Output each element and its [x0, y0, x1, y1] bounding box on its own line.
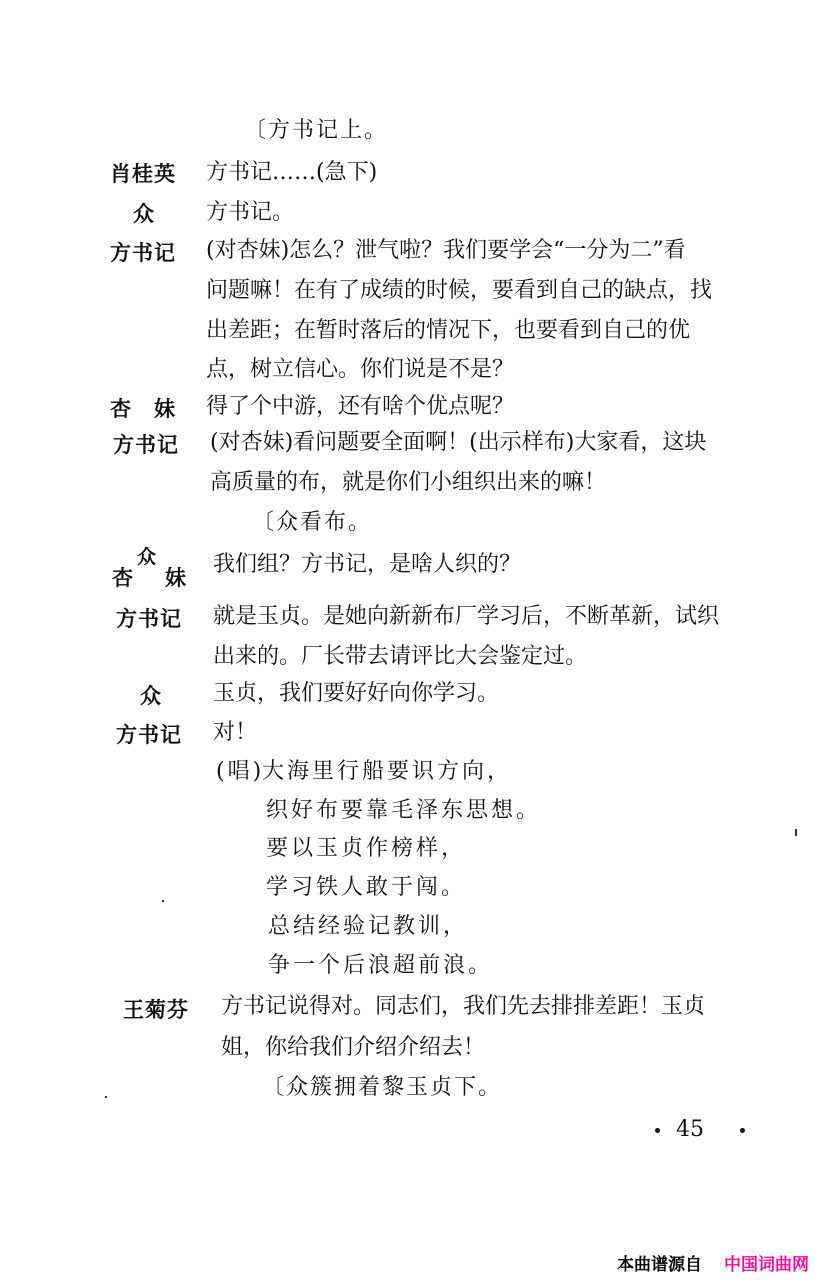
- page-number-dot-right: [740, 1128, 745, 1133]
- dialogue-line: 得了个中游，还有啥个优点呢？: [206, 394, 515, 419]
- speaker-label-bottom-left: 杏: [112, 566, 134, 590]
- speaker-label-top: 众: [137, 546, 158, 568]
- dialogue-line: (对杏妹)看问题要全面啊！(出示样布)大家看，这块: [210, 430, 707, 455]
- dialogue-line: 姐，你给我们介绍介绍去！: [221, 1035, 486, 1060]
- dialogue-line: (对杏妹)怎么？泄气啦？我们要学会“一分为二”看: [206, 238, 686, 263]
- song-line: 织好布要靠毛泽东思想。: [266, 798, 542, 823]
- dialogue-line: 出来的。厂长带去请评比大会鉴定过。: [213, 644, 588, 669]
- song-line: 总结经验记教训，: [268, 914, 469, 939]
- dialogue-line: 问题嘛！在有了成绩的时候，要看到自己的缺点，找: [206, 278, 713, 303]
- speaker-label: 众: [140, 684, 162, 708]
- scan-speck: [105, 1096, 107, 1098]
- page-number-dot-left: [655, 1128, 660, 1133]
- dialogue-line: 玉贞，我们要好好向你学习。: [213, 681, 500, 706]
- song-line: 争一个后浪超前浪。: [268, 953, 494, 978]
- dialogue-line: 出差距；在暂时落后的情况下，也要看到自己的优: [206, 318, 691, 343]
- stage-direction-exit: 〔众簇拥着黎玉贞下。: [262, 1075, 503, 1100]
- page-number: 45: [676, 1117, 704, 1142]
- dialogue-line: 点，树立信心。你们说是不是？: [206, 357, 515, 382]
- song-line: 大海里行船要识方向，: [262, 759, 513, 784]
- song-line: 要以玉贞作榜样，: [266, 836, 467, 861]
- speaker-label: 方书记: [116, 723, 182, 747]
- dialogue-line: 高质量的布，就是你们小组织出来的嘛！: [210, 470, 607, 495]
- dialogue-line: 方书记说得对。同志们，我们先去排排差距！玉贞: [221, 994, 706, 1019]
- speaker-label: 肖桂英: [110, 162, 176, 186]
- speaker-label: 王菊芬: [123, 998, 189, 1022]
- scan-speck: [795, 829, 797, 836]
- dialogue-line: 就是玉贞。是她向新新布厂学习后，不断革新，试织: [213, 604, 720, 629]
- watermark-prefix: 本曲谱源自: [617, 1255, 702, 1275]
- dialogue-line: 方书记。: [206, 200, 295, 225]
- dialogue-line: 方书记……(急下): [206, 160, 378, 185]
- speaker-label: 众: [133, 202, 155, 226]
- speaker-label: 方书记: [113, 433, 179, 457]
- speaker-label: 方书记: [110, 241, 176, 265]
- stage-direction-enter: 〔方书记上。: [244, 118, 389, 143]
- dialogue-line: 对！: [213, 720, 258, 745]
- song-prefix: (唱): [216, 759, 265, 784]
- watermark-site-link[interactable]: 中国词曲网: [724, 1255, 809, 1275]
- song-line: 学习铁人敢于闯。: [266, 875, 467, 900]
- scan-speck: [162, 900, 164, 902]
- speaker-label: 方书记: [116, 607, 182, 631]
- speaker-label: 杏 妹: [110, 397, 176, 421]
- speaker-label-bottom-right: 妹: [165, 566, 187, 590]
- stage-direction-look: 〔众看布。: [252, 510, 373, 535]
- dialogue-line: 我们组？方书记，是啥人织的？: [213, 552, 522, 577]
